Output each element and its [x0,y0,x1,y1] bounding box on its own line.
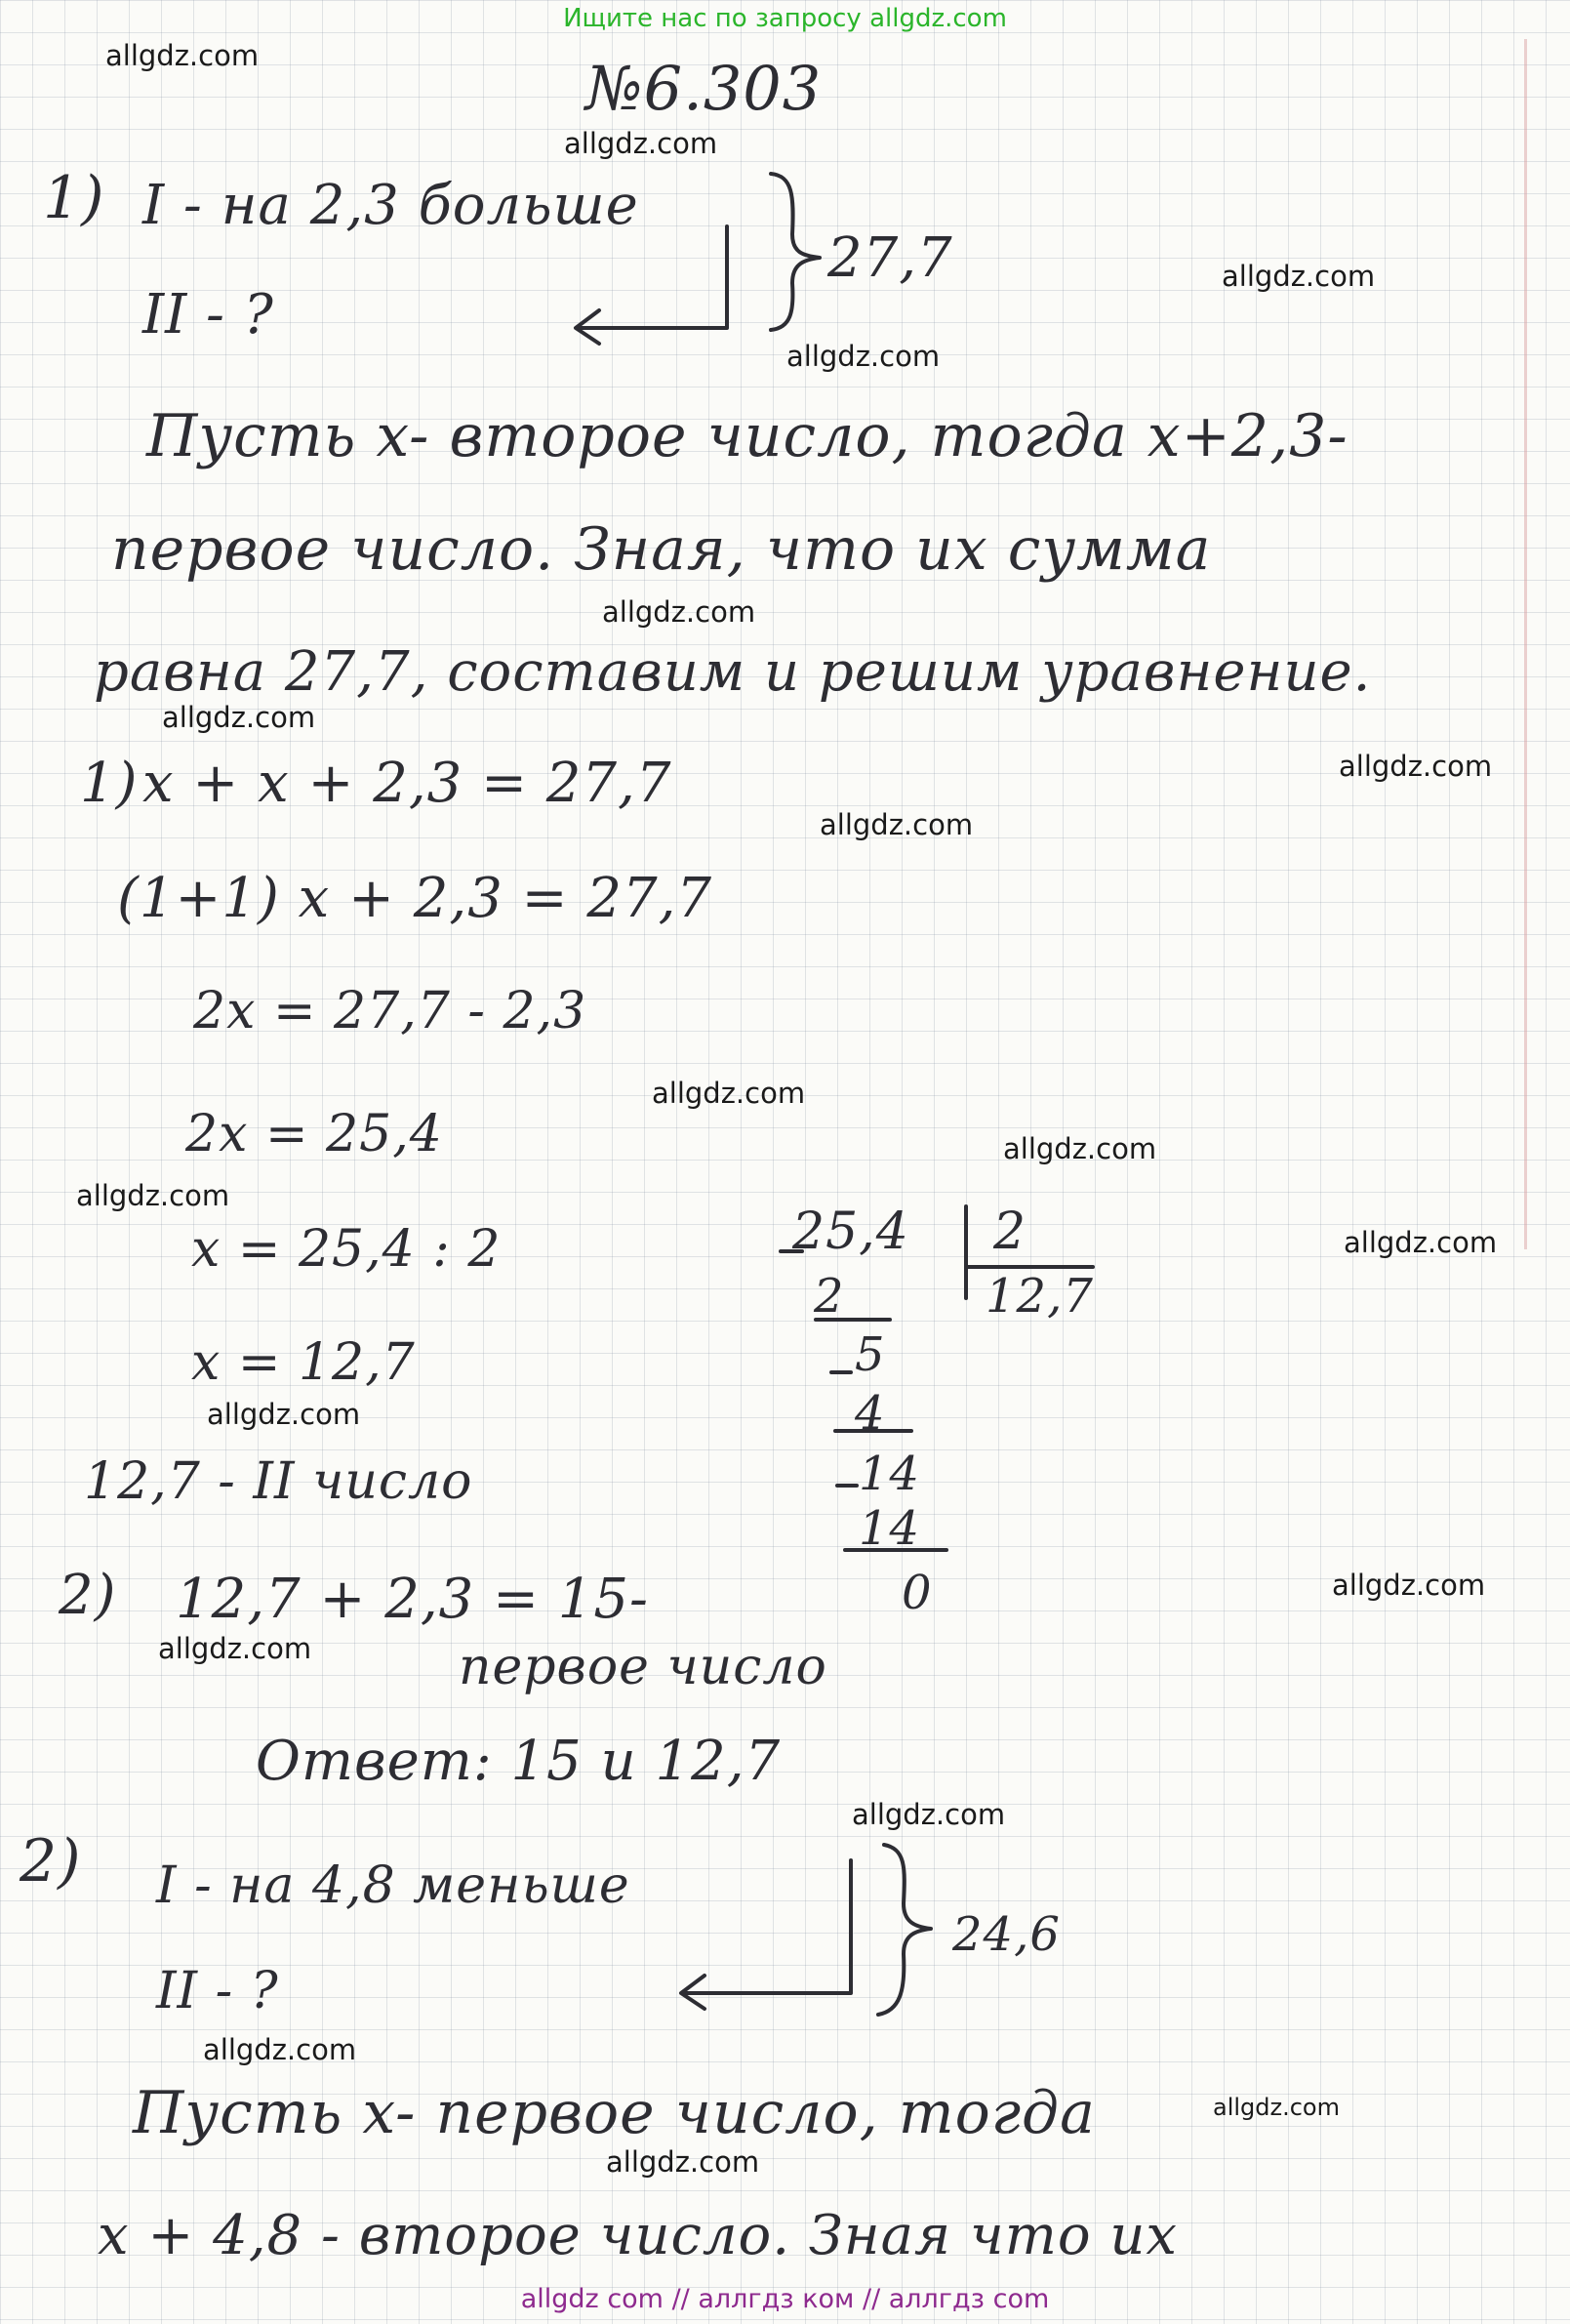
equation-3: 2x = 27,7 - 2,3 [193,982,587,1040]
part1-text-line2: первое число. Зная, что их сумма [111,515,1212,584]
part1-total: 27,7 [827,226,953,290]
result-first-number: первое число [459,1638,827,1696]
part1-answer: Ответ: 15 и 12,7 [256,1730,782,1793]
watermark: allgdz.com [602,595,756,629]
equation-6: x = 12,7 [191,1333,416,1392]
part2-condition-first: I - на 4,8 меньше [156,1856,630,1915]
division-row: 0 [902,1566,933,1620]
top-banner[interactable]: Ищите нас по запросу allgdz.com [563,4,1007,33]
watermark: allgdz.com [652,1077,806,1110]
division-divisor: 2 [993,1203,1027,1261]
watermark: allgdz.com [852,1798,1006,1831]
part1-text-line1: Пусть x- второе число, тогда x+2,3- [146,402,1349,470]
watermark: allgdz.com [207,1398,361,1431]
watermark: allgdz.com [1344,1226,1498,1259]
equation-1: x + x + 2,3 = 27,7 [142,752,672,815]
equation-7: 12,7 + 2,3 = 15- [176,1568,649,1631]
division-row: 5 [855,1327,886,1382]
equation-5: x = 25,4 : 2 [191,1220,502,1279]
watermark: allgdz.com [820,808,974,841]
division-row: 14 [859,1501,921,1556]
part1-condition-second: II - ? [142,283,274,347]
part1-marker: 1) [43,164,105,232]
part1-text-line3: равна 27,7, составим и решим уравнение. [94,640,1372,704]
watermark: allgdz.com [564,127,718,160]
part1-step1-marker: 1) [80,752,139,815]
equation-4: 2x = 25,4 [185,1105,443,1163]
watermark: allgdz.com [76,1179,230,1212]
watermark: allgdz.com [786,340,941,373]
part2-condition-second: II - ? [156,1962,279,2020]
part2-total: 24,6 [952,1907,1061,1962]
division-row: 4 [855,1386,886,1441]
watermark: allgdz.com [203,2033,357,2066]
equation-2: (1+1) x + 2,3 = 27,7 [117,867,713,930]
part1-condition-first: I - на 2,3 больше [142,174,639,237]
exercise-title: №6.303 [585,53,823,124]
watermark: allgdz.com [1222,260,1376,293]
part2-text-line2: x + 4,8 - второе число. Зная что их [98,2204,1178,2267]
part2-marker: 2) [20,1827,82,1896]
result-second-number: 12,7 - II число [84,1452,473,1511]
division-row: 14 [859,1447,921,1501]
watermark: allgdz.com [1213,2094,1340,2121]
watermark: allgdz.com [1339,750,1493,783]
watermark: allgdz.com [162,701,316,734]
part2-text-line1: Пусть x- первое число, тогда [133,2079,1096,2147]
watermark: allgdz.com [606,2145,760,2179]
watermark: allgdz.com [1003,1132,1157,1165]
division-quotient: 12,7 [986,1269,1094,1324]
watermark: allgdz.com [105,39,260,72]
part1-step2-marker: 2) [59,1564,117,1627]
watermark: allgdz.com [1332,1569,1486,1602]
division-dividend: 25,4 [792,1203,909,1261]
division-row: 2 [814,1269,845,1324]
footer-links[interactable]: allgdz com // аллгдз ком // аллгдз com [520,2284,1050,2314]
watermark: allgdz.com [158,1632,312,1665]
